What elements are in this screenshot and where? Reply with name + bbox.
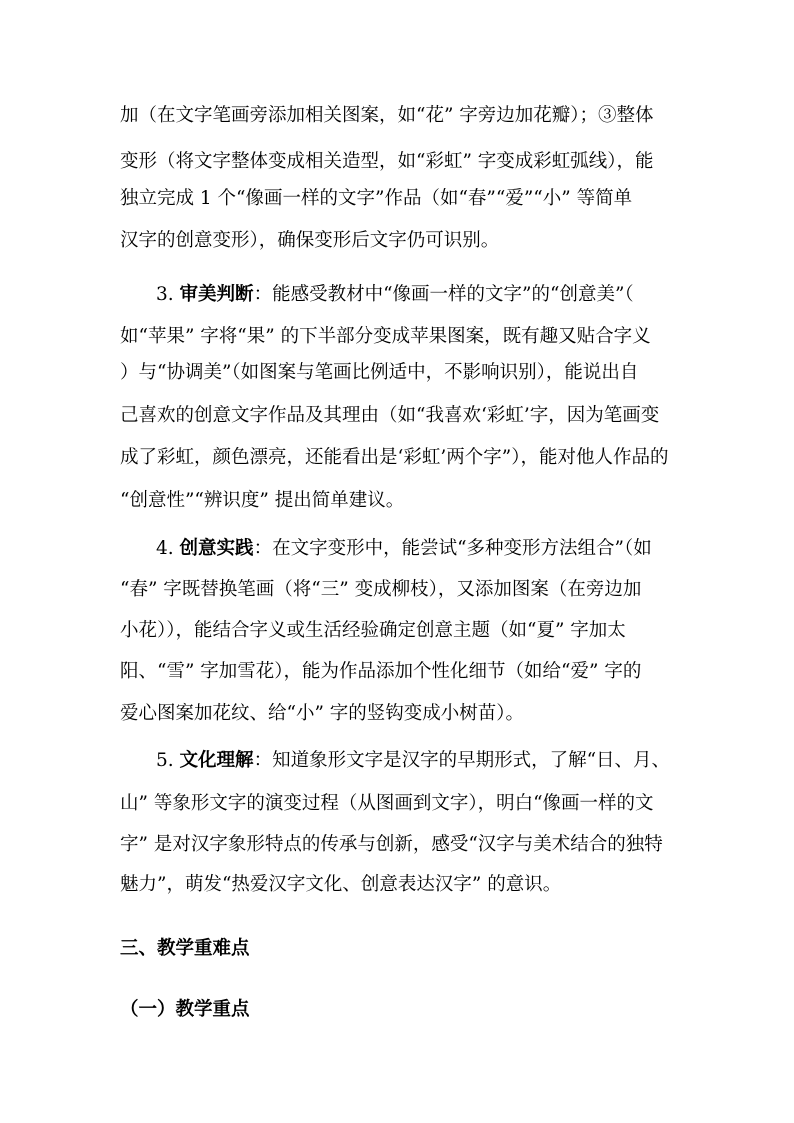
paragraph-line: 己喜欢的创意文字作品及其理由（如“我喜欢‘彩虹’字，因为笔画变 xyxy=(120,405,660,426)
paragraph-line: 阳、“雪” 字加雪花），能为作品添加个性化细节（如给“爱” 字的 xyxy=(120,661,642,682)
item-4-text: 在文字变形中，能尝试“多种变形方法组合”（如 xyxy=(272,538,652,559)
item-3-text: 能感受教材中“像画一样的文字”的“创意美”（ xyxy=(272,284,634,305)
paragraph-line: “春” 字既替换笔画（将“三” 变成柳枝），又添加图案（在旁边加 xyxy=(120,579,642,600)
paragraph-line: 山” 等象形文字的演变过程（从图画到文字），明白“像画一样的文 xyxy=(120,793,654,814)
item-3-first-line xyxy=(156,282,716,308)
paragraph-line: 变形（将文字整体变成相关造型，如“彩虹” 字变成彩虹弧线），能 xyxy=(120,151,654,172)
item-3-colon: ： xyxy=(253,284,273,305)
item-3-number: 3. xyxy=(156,284,174,305)
item-3-label: 审美判断 xyxy=(179,284,254,305)
item-4-label: 创意实践 xyxy=(179,538,254,559)
item-5-first-line xyxy=(156,748,716,774)
item-5-text: 知道象形文字是汉字的早期形式，了解“日、月、 xyxy=(272,750,671,771)
paragraph-line: 独立完成 1 个“像画一样的文字”作品（如“春”“爱”“小” 等简单 xyxy=(120,188,633,209)
paragraph-line: 如“苹果” 字将“果” 的下半部分变成苹果图案，既有趣又贴合字义 xyxy=(120,326,651,347)
section-heading: 三、教学重难点 xyxy=(120,938,250,959)
paragraph-line: “创意性”“辨识度” 提出简单建议。 xyxy=(120,490,405,511)
paragraph-line: 加（在文字笔画旁添加相关图案，如“花” 字旁边加花瓣）；③整体 xyxy=(120,105,654,126)
item-5-label: 文化理解 xyxy=(179,750,254,771)
paragraph-line: 小花）），能结合字义或生活经验确定创意主题（如“夏” 字加太 xyxy=(120,620,626,641)
item-4-colon: ： xyxy=(253,538,273,559)
paragraph-line: 魅力”，萌发“热爱汉字文化、创意表达汉字” 的意识。 xyxy=(120,874,562,895)
paragraph-line: 爱心图案加花纹、给“小” 字的竖钩变成小树苗）。 xyxy=(120,703,525,724)
item-5-number: 5. xyxy=(156,750,174,771)
item-5-colon: ： xyxy=(253,750,273,771)
paragraph-line: 汉字的创意变形），确保变形后文字仍可识别。 xyxy=(120,230,500,251)
subsection-heading: （一）教学重点 xyxy=(120,999,250,1020)
paragraph-line: 字” 是对汉字象形特点的传承与创新，感受“汉字与美术结合的独特 xyxy=(120,834,663,855)
paragraph-line: 成了彩虹，颜色漂亮，还能看出是‘彩虹’两个字”），能对他人作品的 xyxy=(120,447,669,468)
item-4-first-line xyxy=(156,536,716,562)
item-4-number: 4. xyxy=(156,538,174,559)
paragraph-line: ）与“协调美”（如图案与笔画比例适中，不影响识别），能说出自 xyxy=(120,362,639,383)
